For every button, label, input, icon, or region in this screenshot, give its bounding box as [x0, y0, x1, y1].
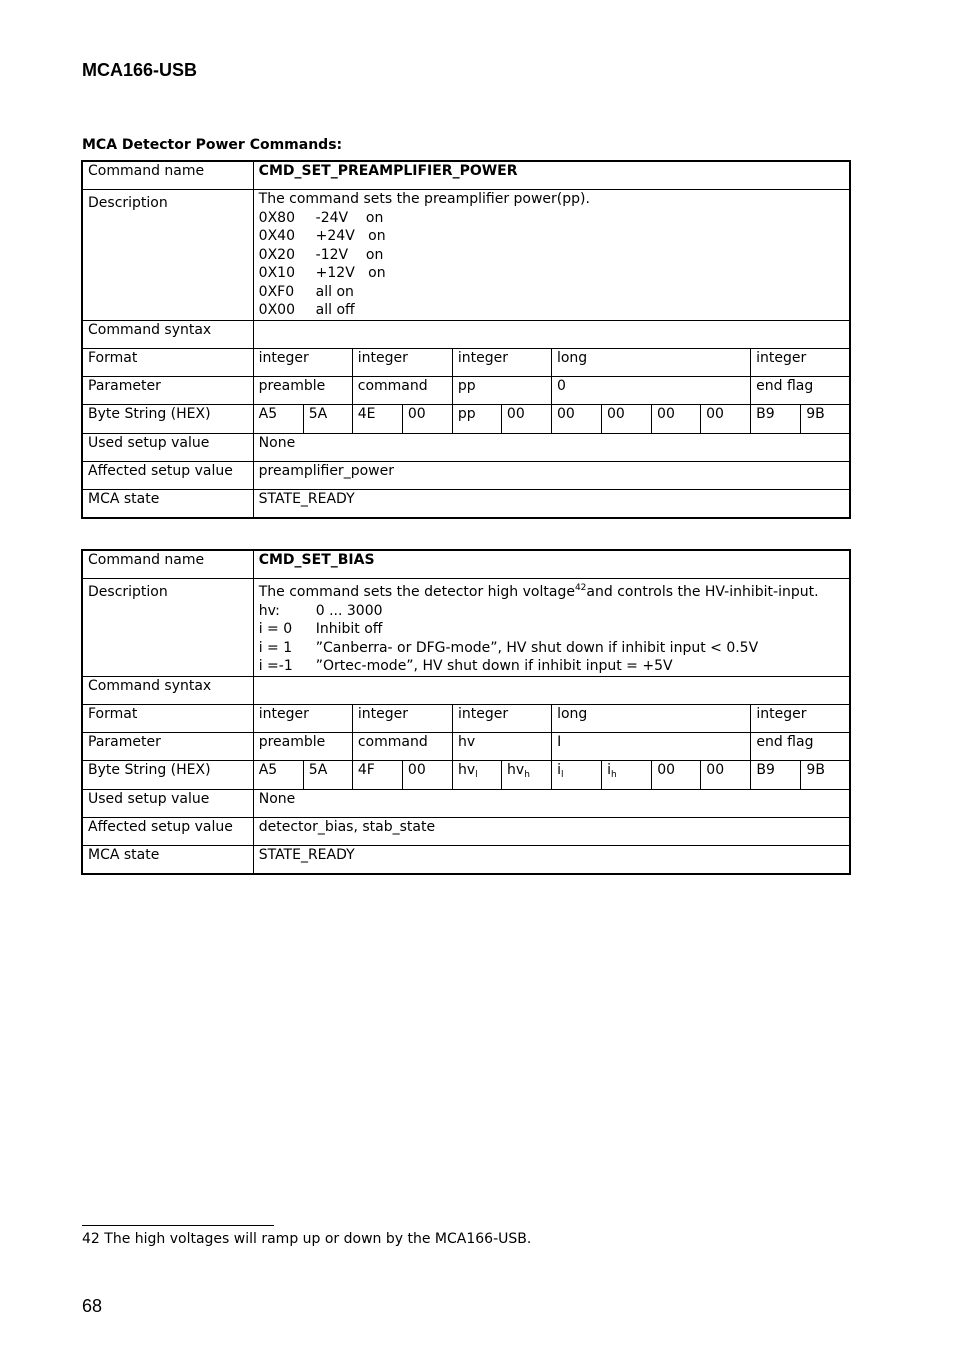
byte-cell: $i_l$ [552, 760, 602, 789]
format-cell: integer [751, 704, 850, 732]
format-cell: long [551, 348, 750, 376]
command-name-value: CMD_SET_BIAS [253, 550, 850, 579]
command-name-row [82, 550, 850, 579]
description-line: 0X00 all off [258, 302, 355, 318]
byte-string-label: Byte String (HEX) [82, 404, 253, 433]
byte-cell: 00 [551, 404, 601, 433]
parameter-row [82, 376, 850, 404]
byte-cell: 00 [402, 760, 452, 789]
parameter-cell: command [352, 732, 452, 760]
format-cell: integer [352, 704, 452, 732]
parameter-cell: I [552, 732, 751, 760]
format-cell: integer [751, 348, 850, 376]
byte-cell: 00 [602, 404, 652, 433]
description-intro: The command sets the detector high voltage$^{42}$and controls the HV-inhibit-input. [258, 583, 819, 600]
affected-setup-value: preamplifier_power [253, 461, 850, 489]
footnote-divider [82, 1225, 274, 1226]
parameter-label: Parameter [82, 732, 253, 760]
affected-setup-label: Affected setup value [82, 461, 253, 489]
description-line: 0X80 -24V on [258, 209, 384, 226]
description-line: 0X40 +24V on [258, 228, 386, 244]
description-label: Description [82, 190, 253, 321]
preamplifier-power-command-table [81, 160, 851, 519]
description-row [82, 579, 850, 677]
byte-cell: 00 [652, 404, 701, 433]
parameter-cell: hv [452, 732, 551, 760]
command-syntax-row [82, 676, 850, 704]
section-title: MCA Detector Power Commands: [82, 137, 343, 153]
parameter-cell: pp [452, 376, 551, 404]
affected-setup-row [82, 461, 850, 489]
description-intro: The command sets the preamplifier power(pp). [258, 191, 590, 207]
format-cell: integer [352, 348, 452, 376]
command-syntax-value [253, 676, 850, 704]
byte-cell: $i_h$ [602, 760, 652, 789]
byte-cell: B9 [751, 760, 801, 789]
command-syntax-row [82, 320, 850, 348]
used-setup-value: None [253, 789, 850, 817]
description-line: 0X10 +12V on [258, 265, 386, 281]
byte-string-label: Byte String (HEX) [82, 760, 253, 789]
used-setup-value: None [253, 433, 850, 461]
description-label: Description [82, 579, 253, 677]
byte-cell: $hv_l$ [452, 760, 501, 789]
command-name-label: Command name [82, 161, 253, 190]
byte-cell: 00 [701, 404, 751, 433]
command-syntax-label: Command syntax [82, 676, 253, 704]
parameter-label: Parameter [82, 376, 253, 404]
parameter-cell: end flag [751, 376, 850, 404]
description-line: 0X20 -12V on [258, 246, 384, 263]
affected-setup-value: detector_bias, stab_state [253, 817, 850, 845]
command-syntax-label: Command syntax [82, 320, 253, 348]
byte-string-row [82, 404, 850, 433]
byte-cell: 5A [303, 760, 352, 789]
mca-state-row [82, 845, 850, 874]
byte-cell: 4E [352, 404, 402, 433]
mca-state-value: STATE_READY [253, 489, 850, 518]
description-value [253, 190, 850, 321]
used-setup-row [82, 433, 850, 461]
footnote-text: 42 The high voltages will ramp up or down by the MCA166-USB. [82, 1231, 532, 1247]
command-syntax-value [253, 320, 850, 348]
description-line: hv: 0 ... 3000 [258, 602, 383, 619]
format-cell: integer [452, 704, 551, 732]
byte-cell: 00 [501, 404, 551, 433]
affected-setup-row [82, 817, 850, 845]
document-header-title: MCA166-USB [82, 60, 198, 80]
command-name-label: Command name [82, 550, 253, 579]
mca-state-label: MCA state [82, 489, 253, 518]
format-label: Format [82, 348, 253, 376]
used-setup-label: Used setup value [82, 433, 253, 461]
format-row [82, 704, 850, 732]
footnote-reference[interactable]: 42 [574, 583, 587, 593]
byte-cell: 00 [652, 760, 701, 789]
affected-setup-label: Affected setup value [82, 817, 253, 845]
used-setup-row [82, 789, 850, 817]
byte-cell: $hv_h$ [502, 760, 552, 789]
parameter-cell: end flag [751, 732, 850, 760]
format-cell: integer [253, 348, 352, 376]
parameter-cell: 0 [551, 376, 750, 404]
used-setup-label: Used setup value [82, 789, 253, 817]
byte-cell: B9 [751, 404, 801, 433]
page-number: 68 [82, 1296, 103, 1316]
parameter-cell: preamble [253, 376, 352, 404]
byte-cell: 9B [801, 404, 850, 433]
description-line: i = 0 Inhibit off [258, 621, 383, 637]
parameter-cell: preamble [253, 732, 352, 760]
byte-cell: 5A [303, 404, 352, 433]
mca-state-value: STATE_READY [253, 845, 850, 874]
mca-state-label: MCA state [82, 845, 253, 874]
format-label: Format [82, 704, 253, 732]
parameter-cell: command [352, 376, 452, 404]
format-cell: integer [253, 704, 352, 732]
bias-command-table [81, 549, 851, 875]
description-line: 0XF0 all on [258, 283, 354, 300]
byte-cell: pp [452, 404, 501, 433]
byte-cell: A5 [253, 404, 303, 433]
command-name-value: CMD_SET_PREAMPLIFIER_POWER [253, 161, 850, 190]
description-value [253, 579, 850, 677]
format-cell: integer [452, 348, 551, 376]
byte-cell: 9B [801, 760, 850, 789]
byte-cell: 4F [352, 760, 402, 789]
description-line: i =-1 ”Ortec-mode”, HV shut down if inhibit input = +5V [258, 658, 673, 674]
byte-cell: 00 [701, 760, 751, 789]
format-row [82, 348, 850, 376]
byte-string-row [82, 760, 850, 789]
mca-state-row [82, 489, 850, 518]
command-name-row [82, 161, 850, 190]
format-cell: long [552, 704, 751, 732]
description-line: i = 1 ”Canberra- or DFG-mode”, HV shut down if inhibit input < 0.5V [258, 639, 759, 656]
byte-cell: A5 [253, 760, 303, 789]
byte-cell: 00 [402, 404, 452, 433]
description-row [82, 190, 850, 321]
parameter-row [82, 732, 850, 760]
